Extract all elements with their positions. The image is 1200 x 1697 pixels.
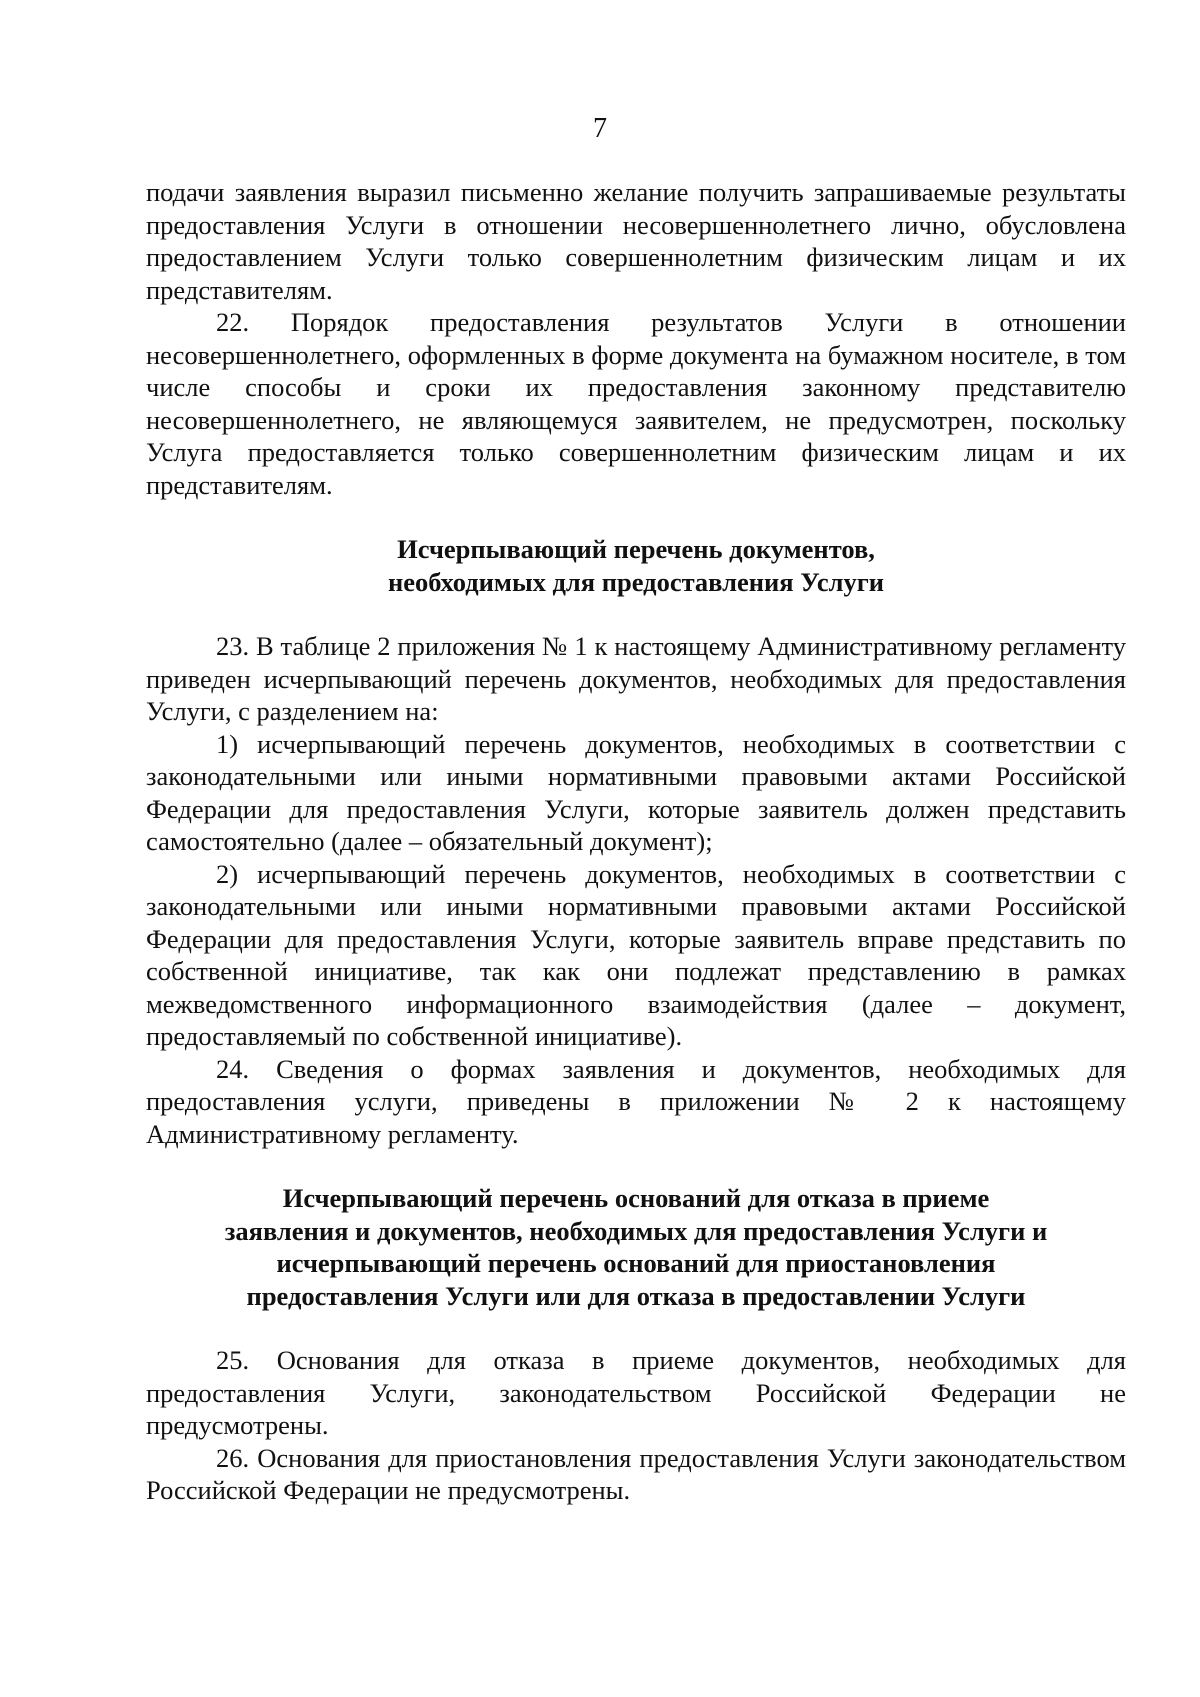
heading-line: предоставления Услуги или для отказа в предоставлении Услуги (246, 1280, 1026, 1311)
paragraph-24: 24. Сведения о формах заявления и документов, необходимых для предоставления услуги, приведены в приложении № 2 к настоящему Административному регламенту. (146, 1053, 1126, 1149)
paragraph-continuation: подачи заявления выразил письменно желание получить запрашиваемые результаты предоставления Услуги в отношении несовершеннолетнего лично, обусловлена предоставлением Услуги только совершеннолетним физическим лицам и их представителям. (146, 177, 1126, 305)
heading-line: заявления и документов, необходимых для предоставления Услуги и (224, 1215, 1048, 1246)
page-number: 7 (593, 113, 607, 144)
paragraph-26: 26. Основания для приостановления предоставления Услуги законодательством Российской Федерации не предусмотрены. (146, 1442, 1126, 1505)
list-item-2: 2) исчерпывающий перечень документов, необходимых в соответствии с законодательными или иными нормативными правовыми актами Российской Федерации для предоставления Услуги, которые заявитель вправе представить по собственной инициативе, так как они подлежат представлению в рамках межведомственного информационного взаимодействия (далее – документ, предоставляемый по собственной инициативе). (146, 858, 1126, 1051)
paragraph-25: 25. Основания для отказа в приеме документов, необходимых для предоставления Услуги, законодательством Российской Федерации не предусмотрены. (146, 1345, 1126, 1440)
heading-line: исчерпывающий перечень оснований для приостановления (276, 1248, 996, 1278)
paragraph-22: 22. Порядок предоставления результатов Услуги в отношении несовершеннолетнего, оформленных в форме документа на бумажном носителе, в том числе способы и сроки их предоставления законному представителю несовершеннолетнего, не являющемуся заявителем, не предусмотрен, поскольку Услуга предоставляется только совершеннолетним физическим лицам и их представителям. (146, 307, 1126, 500)
section-refusal (146, 1344, 1126, 1507)
heading-line: Исчерпывающий перечень оснований для отказа в приеме (282, 1183, 990, 1213)
section-documents (146, 630, 1126, 1150)
document-body (146, 176, 1126, 1507)
heading-line: Исчерпывающий перечень документов, (397, 534, 875, 564)
heading-documents-list (146, 533, 1126, 598)
heading-refusal-grounds (146, 1182, 1126, 1312)
heading-line: необходимых для предоставления Услуги (387, 566, 885, 597)
list-item-1: 1) исчерпывающий перечень документов, необходимых в соответствии с законодательными или иными нормативными правовыми актами Российской Федерации для предоставления Услуги, которые заявитель должен представить самостоятельно (далее – обязательный документ); (146, 728, 1126, 856)
paragraph-23: 23. В таблице 2 приложения № 1 к настоящему Административному регламенту приведен исчерпывающий перечень документов, необходимых для предоставления Услуги, с разделением на: (146, 631, 1126, 726)
